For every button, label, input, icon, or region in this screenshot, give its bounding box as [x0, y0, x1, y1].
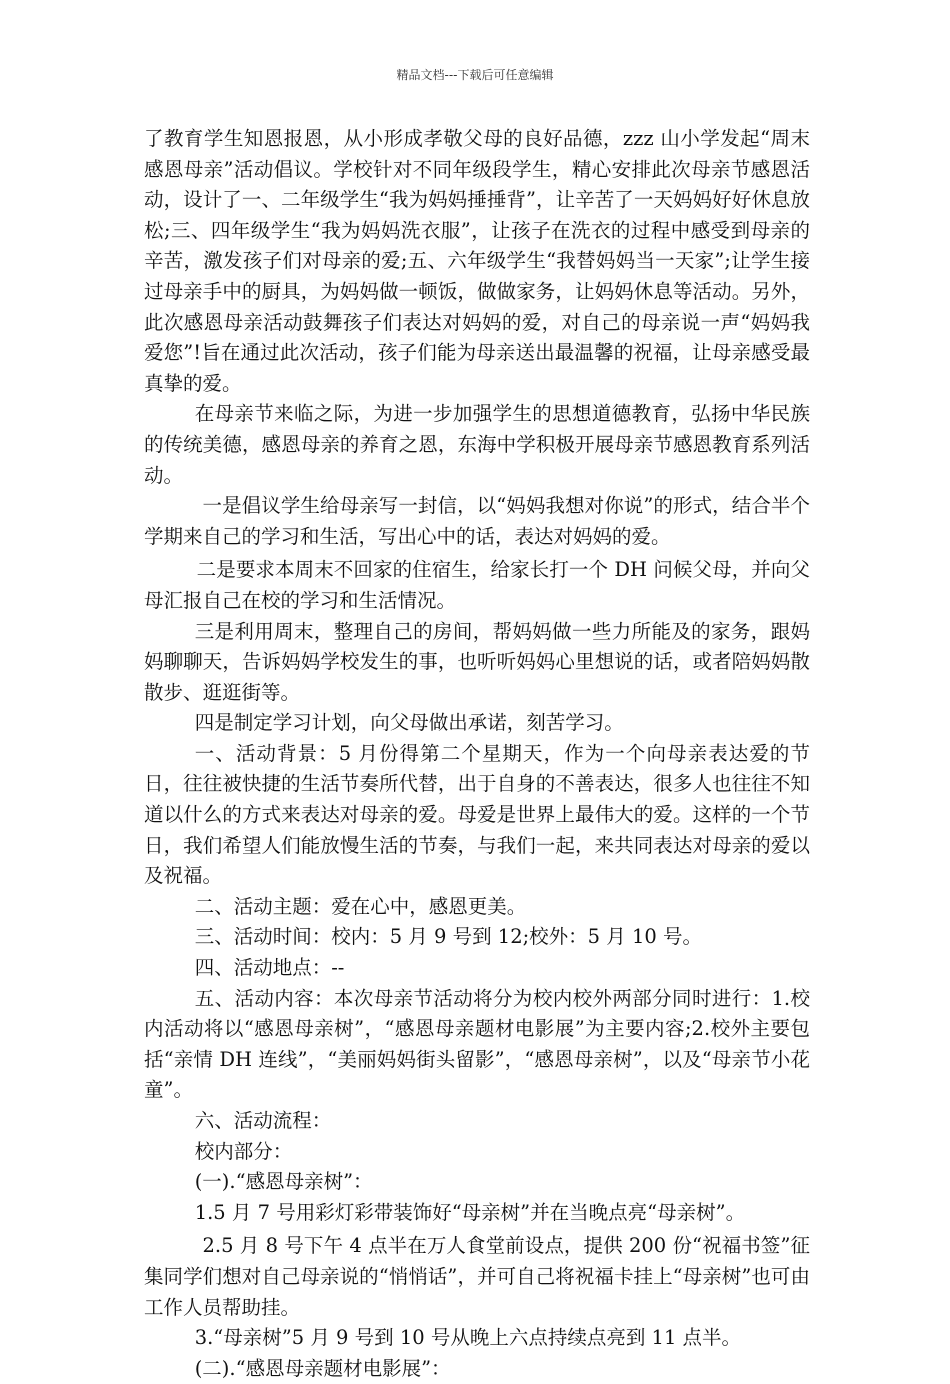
paragraph-time: 三、活动时间：校内：5 月 9 号到 12;校外：5 月 10 号。 — [194, 925, 702, 949]
paragraph-process-heading: 六、活动流程： — [194, 1109, 332, 1132]
paragraph-mothers-day: 在母亲节来临之际，为进一步加强学生的思想道德教育，弘扬中华民族的传统美德，感恩母亲的养育之恩，东海中学积极开展母亲节感恩教育系列活动。 — [144, 402, 810, 487]
paragraph-item-three: 三是利用周末，整理自己的房间，帮妈妈做一些力所能及的家务，跟妈妈聊聊天，告诉妈妈学校发生的事，也听听妈妈心里想说的话，或者陪妈妈散散步、逛逛街等。 — [144, 619, 810, 704]
paragraph-intro: 了教育学生知恩报恩，从小形成孝敬父母的良好品德，zzz 山小学发起“周末感恩母亲”活动倡议。学校针对不同年级段学生，精心安排此次母亲节感恩活动，设计了一、二年级学生“我为妈妈捶捶背”，让辛苦了一天妈妈好好休息放松;三、四年级学生“我为妈妈洗衣服”，让孩子在洗衣的过程中感受到母亲的辛苦，激发孩子们对母亲的爱;五、六年级学生“我替妈妈当一天家”;让学生接过母亲手中的厨具，为妈妈做一顿饭，做做家务，让妈妈休息等活动。另外，此次感恩母亲活动鼓舞孩子们表达对妈妈的爱，对自己的母亲说一声“妈妈我爱您”!旨在通过此次活动，孩子们能为母亲送出最温馨的祝福，让母亲感受最真挚的爱。 — [144, 127, 810, 395]
paragraph-location: 四、活动地点：-- — [194, 956, 345, 980]
document-body — [144, 124, 810, 1384]
paragraph-step-two: 2.5 月 8 号下午 4 点半在万人食堂前设点，提供 200 份“祝福书签”征集同学们想对自己母亲说的“悄悄话”，并可自己将祝福卡挂上“母亲树”也可由工作人员帮助挂。 — [144, 1234, 810, 1319]
paragraph-campus-part: 校内部分： — [194, 1139, 293, 1163]
paragraph-theme: 二、活动主题：爱在心中，感恩更美。 — [194, 894, 527, 918]
paragraph-item-one: 一是倡议学生给母亲写一封信，以“妈妈我想对你说”的形式，结合半个学期来自己的学习和生活，写出心中的话，表达对妈妈的爱。 — [144, 494, 810, 548]
paragraph-background: 一、活动背景：5 月份得第二个星期天，作为一个向母亲表达爱的节日，往往被快捷的生活节奏所代替，出于自身的不善表达，很多人也往往不知道以什么的方式来表达对母亲的爱。母爱是世界上最伟大的爱。这样的一个节日，我们希望人们能放慢生活的节奏，与我们一起，来共同表达对母亲的爱以及祝福。 — [144, 741, 810, 888]
paragraph-item-four: 四是制定学习计划，向父母做出承诺，刻苦学习。 — [194, 711, 624, 735]
paragraph-content: 五、活动内容：本次母亲节活动将分为校内校外两部分同时进行：1.校内活动将以“感恩母亲树”，“感恩母亲题材电影展”为主要内容;2.校外主要包括“亲情 DH 连线”，“美丽妈妈街头留影”，“感恩母亲树”，以及“母亲节小花童”。 — [144, 986, 810, 1102]
page-header: 精品文档---下载后可任意编辑 — [396, 68, 554, 82]
paragraph-section-two: (二).“感恩母亲题材电影展”： — [194, 1356, 451, 1380]
paragraph-step-three: 3.“母亲树”5 月 9 号到 10 号从晚上六点持续点亮到 11 点半。 — [194, 1326, 742, 1350]
paragraph-item-two: 二是要求本周末不回家的住宿生，给家长打一个 DH 问候父母，并向父母汇报自己在校的学习和生活情况。 — [144, 558, 810, 612]
paragraph-step-one: 1.5 月 7 号用彩灯彩带装饰好“母亲树”并在当晚点亮“母亲树”。 — [194, 1200, 746, 1224]
paragraph-section-one: (一).“感恩母亲树”： — [194, 1170, 373, 1194]
